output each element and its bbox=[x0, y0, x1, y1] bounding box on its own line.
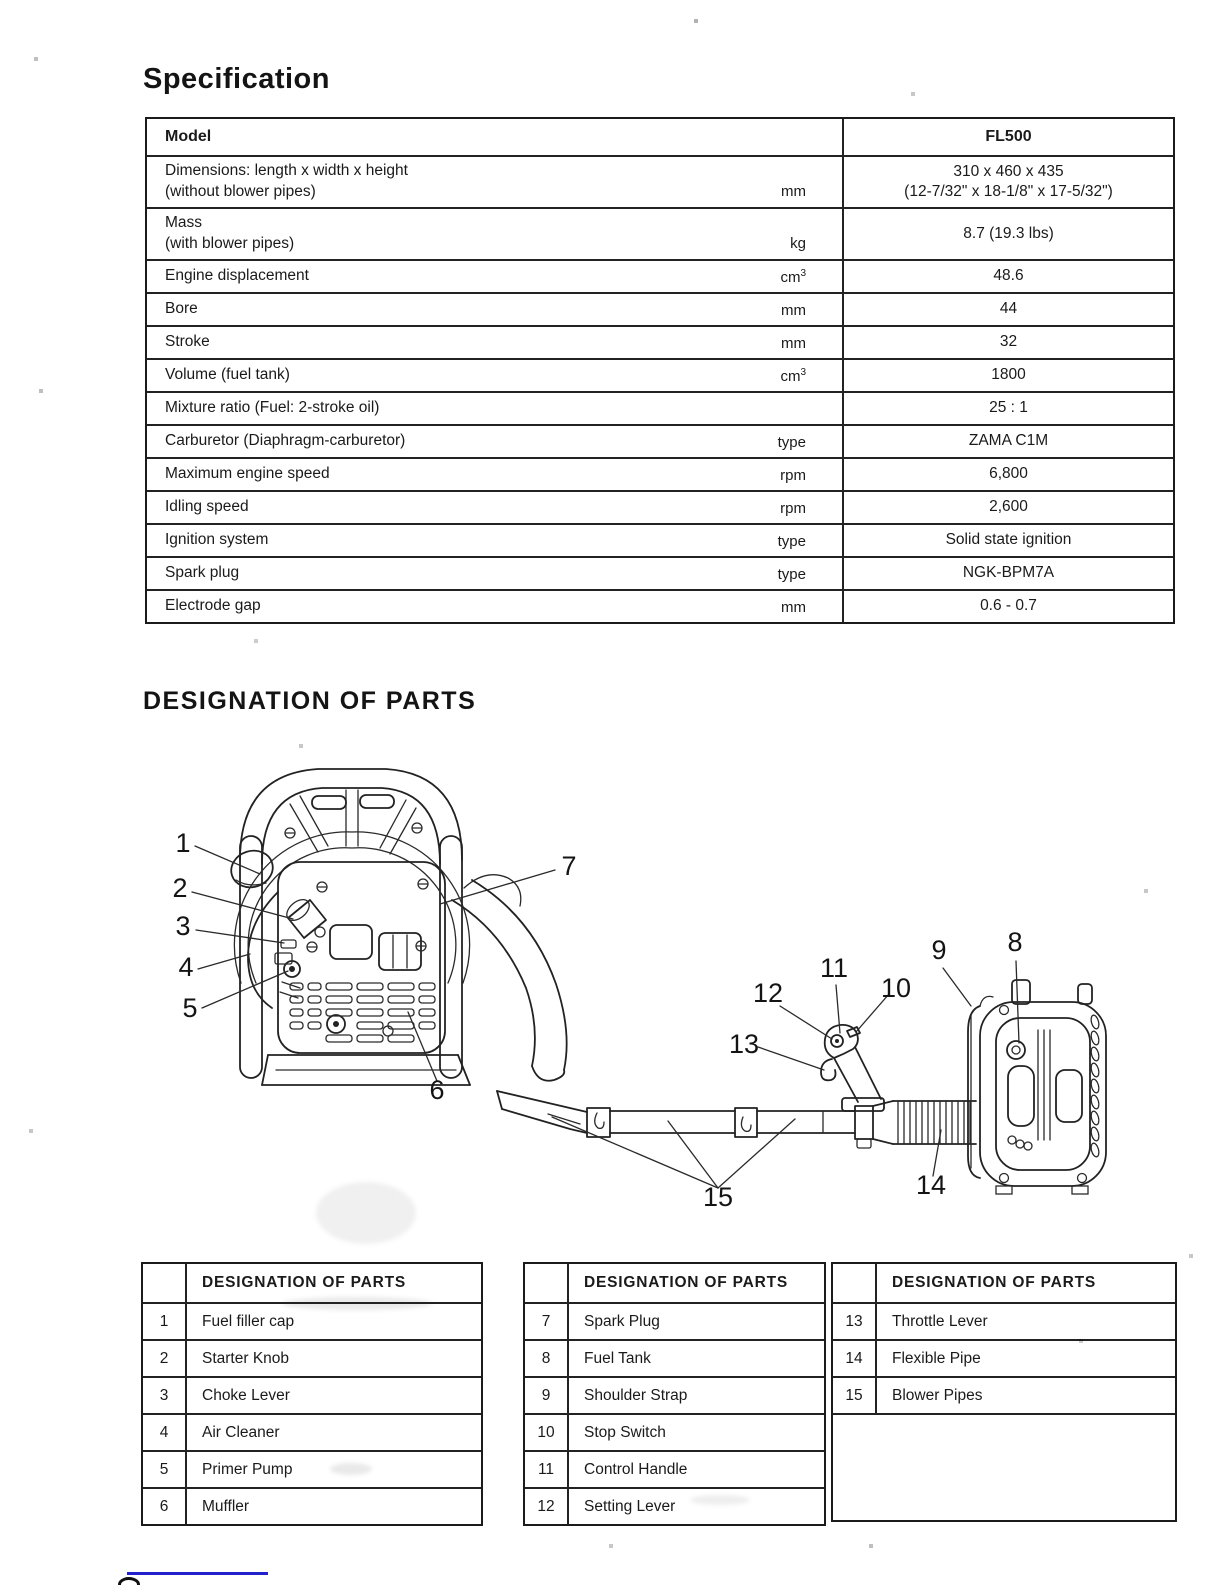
page-title-specification: Specification bbox=[143, 63, 330, 95]
spec-label: Mixture ratio (Fuel: 2-stroke oil) bbox=[165, 399, 380, 417]
spec-value: 6,800 bbox=[989, 465, 1028, 483]
part-row-air-cleaner bbox=[143, 1413, 481, 1450]
blower-diagram-svg bbox=[140, 740, 1225, 1255]
spec-value: 8.7 (19.3 lbs) bbox=[963, 224, 1054, 242]
part-name: Choke Lever bbox=[202, 1386, 290, 1404]
parts-diagram bbox=[140, 740, 1225, 1255]
callout-10: 10 bbox=[880, 973, 912, 1003]
callout-1: 1 bbox=[175, 828, 191, 858]
rear-view-blower-unit bbox=[226, 769, 566, 1085]
spec-label: Electrode gap bbox=[165, 597, 261, 615]
spec-row-mass bbox=[147, 207, 1173, 259]
spec-label: Spark plug bbox=[165, 564, 240, 582]
spec-row-ignition bbox=[147, 523, 1173, 556]
spec-row-carburetor bbox=[147, 424, 1173, 457]
part-number: 3 bbox=[143, 1378, 187, 1413]
part-number: 11 bbox=[525, 1452, 569, 1487]
spec-row-spark-plug bbox=[147, 556, 1173, 589]
callout-5: 5 bbox=[182, 993, 198, 1023]
callout-2: 2 bbox=[172, 873, 188, 903]
part-row-flexible-pipe bbox=[833, 1339, 1175, 1376]
spec-unit: mm bbox=[781, 598, 806, 616]
spec-header-label-cell bbox=[147, 119, 844, 155]
spec-header-label: Model bbox=[165, 128, 212, 146]
part-number: 2 bbox=[143, 1341, 187, 1376]
spec-unit: kg bbox=[790, 235, 806, 252]
part-name: Starter Knob bbox=[202, 1349, 290, 1367]
spec-label: Carburetor (Diaphragm-carburetor) bbox=[165, 432, 406, 450]
spec-value: 25 : 1 bbox=[989, 399, 1028, 417]
spec-label: Engine displacement bbox=[165, 267, 309, 285]
part-name: Stop Switch bbox=[584, 1423, 666, 1441]
part-name: Shoulder Strap bbox=[584, 1386, 688, 1404]
part-row-starter-knob bbox=[143, 1339, 481, 1376]
spec-value: 2,600 bbox=[989, 498, 1028, 516]
spec-row-stroke bbox=[147, 325, 1173, 358]
part-name: Fuel Tank bbox=[584, 1349, 651, 1367]
scan-smudge bbox=[690, 1495, 750, 1505]
parts-table-header: DESIGNATION OF PARTS bbox=[202, 1274, 407, 1291]
spec-header-row bbox=[147, 119, 1173, 155]
callout-4: 4 bbox=[178, 952, 194, 982]
parts-table-header-row bbox=[833, 1264, 1175, 1302]
callout-13: 13 bbox=[728, 1029, 760, 1059]
parts-table-3 bbox=[831, 1262, 1177, 1522]
spec-unit: mm bbox=[781, 301, 806, 319]
callout-8: 8 bbox=[1007, 927, 1023, 957]
spec-row-dimensions bbox=[147, 155, 1173, 207]
part-row-throttle-lever bbox=[833, 1302, 1175, 1339]
clipped-footer-glyph bbox=[118, 1577, 140, 1585]
callout-12: 12 bbox=[752, 978, 784, 1008]
specification-table bbox=[145, 117, 1175, 624]
scan-smudge bbox=[330, 1463, 372, 1475]
part-name: Setting Lever bbox=[584, 1497, 676, 1515]
spec-label: Maximum engine speed bbox=[165, 465, 330, 483]
part-name: Control Handle bbox=[584, 1460, 688, 1478]
part-row-muffler bbox=[143, 1487, 481, 1524]
part-number: 10 bbox=[525, 1415, 569, 1450]
callout-14: 14 bbox=[915, 1170, 947, 1200]
spec-value: 32 bbox=[999, 333, 1018, 351]
part-name: Throttle Lever bbox=[892, 1312, 988, 1330]
parts-table-header-row bbox=[143, 1264, 481, 1302]
spec-unit: mm bbox=[781, 183, 806, 200]
spec-unit: type bbox=[777, 433, 806, 451]
part-row-shoulder-strap bbox=[525, 1376, 824, 1413]
spec-value: 44 bbox=[999, 300, 1018, 318]
callout-6: 6 bbox=[429, 1075, 445, 1105]
air-cleaner-cover bbox=[248, 892, 278, 1008]
spec-label: Stroke bbox=[165, 333, 210, 351]
scan-speckles bbox=[0, 0, 2, 2]
part-row-primer-pump bbox=[143, 1450, 481, 1487]
spec-label: Idling speed bbox=[165, 498, 249, 516]
parts-table-header: DESIGNATION OF PARTS bbox=[892, 1274, 1097, 1291]
part-number: 4 bbox=[143, 1415, 187, 1450]
blower-elbow bbox=[452, 875, 567, 1081]
spec-label: Ignition system bbox=[165, 531, 269, 549]
spec-unit: $cm^3$ bbox=[780, 366, 806, 385]
spec-value: Solid state ignition bbox=[945, 531, 1072, 549]
part-number: 5 bbox=[143, 1452, 187, 1487]
choke-lever bbox=[281, 940, 296, 948]
spec-unit: mm bbox=[781, 334, 806, 352]
spec-unit: rpm bbox=[780, 466, 806, 484]
parts-table-header: DESIGNATION OF PARTS bbox=[584, 1274, 789, 1291]
fuel-tank-cap bbox=[1007, 1041, 1025, 1059]
vent-slots bbox=[290, 983, 435, 1042]
spec-value: 0.6 - 0.7 bbox=[980, 597, 1037, 615]
spec-value: 1800 bbox=[991, 366, 1026, 384]
callout-7: 7 bbox=[561, 851, 577, 881]
spec-row-displacement bbox=[147, 259, 1173, 292]
callout-3: 3 bbox=[175, 911, 191, 941]
spec-label-2: (with blower pipes) bbox=[165, 235, 295, 252]
callout-15: 15 bbox=[702, 1182, 734, 1212]
parts-table-empty-cell bbox=[833, 1413, 1175, 1520]
spec-row-electrode-gap bbox=[147, 589, 1173, 622]
part-row-fuel-tank bbox=[525, 1339, 824, 1376]
part-row-spark-plug bbox=[525, 1302, 824, 1339]
fuel-tank bbox=[1008, 1066, 1034, 1126]
scan-smudge bbox=[282, 1297, 432, 1310]
spec-unit: type bbox=[777, 565, 806, 583]
part-name: Spark Plug bbox=[584, 1312, 660, 1330]
spec-label: Bore bbox=[165, 300, 198, 318]
blower-pipe-assembly bbox=[497, 980, 1106, 1194]
spec-label: Mass bbox=[165, 214, 203, 232]
part-name: Air Cleaner bbox=[202, 1423, 280, 1441]
spec-unit: $cm^3$ bbox=[780, 267, 806, 286]
part-number: 6 bbox=[143, 1489, 187, 1524]
spec-label-2: (without blower pipes) bbox=[165, 183, 316, 200]
scan-smudge bbox=[316, 1182, 416, 1244]
part-name: Fuel filler cap bbox=[202, 1312, 295, 1330]
spec-header-value: FL500 bbox=[985, 128, 1032, 146]
part-name: Blower Pipes bbox=[892, 1386, 983, 1404]
part-number: 1 bbox=[143, 1304, 187, 1339]
shoulder-strap bbox=[968, 1006, 980, 1178]
spec-row-bore bbox=[147, 292, 1173, 325]
spec-value-2: (12-7/32" x 18-1/8" x 17-5/32") bbox=[904, 183, 1113, 200]
starter-knob bbox=[283, 896, 326, 938]
part-number: 13 bbox=[833, 1304, 877, 1339]
side-view-blower-unit bbox=[968, 980, 1106, 1194]
part-number: 12 bbox=[525, 1489, 569, 1524]
spec-unit: type bbox=[777, 532, 806, 550]
callout-11: 11 bbox=[819, 953, 849, 983]
callout-9: 9 bbox=[931, 935, 947, 965]
parts-table-header-row bbox=[525, 1264, 824, 1302]
callout-numbers bbox=[172, 828, 1022, 1212]
spec-value: 310 x 460 x 435 bbox=[953, 162, 1064, 180]
part-row-control-handle bbox=[525, 1450, 824, 1487]
spec-unit: rpm bbox=[780, 499, 806, 517]
part-row-choke-lever bbox=[143, 1376, 481, 1413]
part-name: Flexible Pipe bbox=[892, 1349, 981, 1367]
intake-louvers bbox=[1090, 1014, 1100, 1157]
spec-value: NGK-BPM7A bbox=[962, 564, 1055, 582]
spec-label: Volume (fuel tank) bbox=[165, 366, 290, 384]
part-name: Muffler bbox=[202, 1497, 250, 1515]
spec-label: Dimensions: length x width x height bbox=[165, 162, 408, 180]
spec-value: ZAMA C1M bbox=[968, 432, 1049, 450]
spec-row-mixture-ratio bbox=[147, 391, 1173, 424]
spec-row-fuel-volume bbox=[147, 358, 1173, 391]
fuel-filler-cap bbox=[226, 845, 277, 892]
part-name: Primer Pump bbox=[202, 1460, 293, 1478]
part-number: 14 bbox=[833, 1341, 877, 1376]
spec-row-max-speed bbox=[147, 457, 1173, 490]
parts-table-2 bbox=[523, 1262, 826, 1526]
spec-row-idling-speed bbox=[147, 490, 1173, 523]
part-number: 7 bbox=[525, 1304, 569, 1339]
footer-blue-underline bbox=[127, 1572, 268, 1575]
part-number: 15 bbox=[833, 1378, 877, 1413]
spec-value: 48.6 bbox=[993, 267, 1024, 285]
part-row-blower-pipes bbox=[833, 1376, 1175, 1413]
part-number: 8 bbox=[525, 1341, 569, 1376]
part-row-stop-switch bbox=[525, 1413, 824, 1450]
part-row-setting-lever bbox=[525, 1487, 824, 1524]
flexible-pipe bbox=[893, 1101, 976, 1144]
part-number: 9 bbox=[525, 1378, 569, 1413]
page-title-designation-of-parts: DESIGNATION OF PARTS bbox=[143, 687, 477, 715]
